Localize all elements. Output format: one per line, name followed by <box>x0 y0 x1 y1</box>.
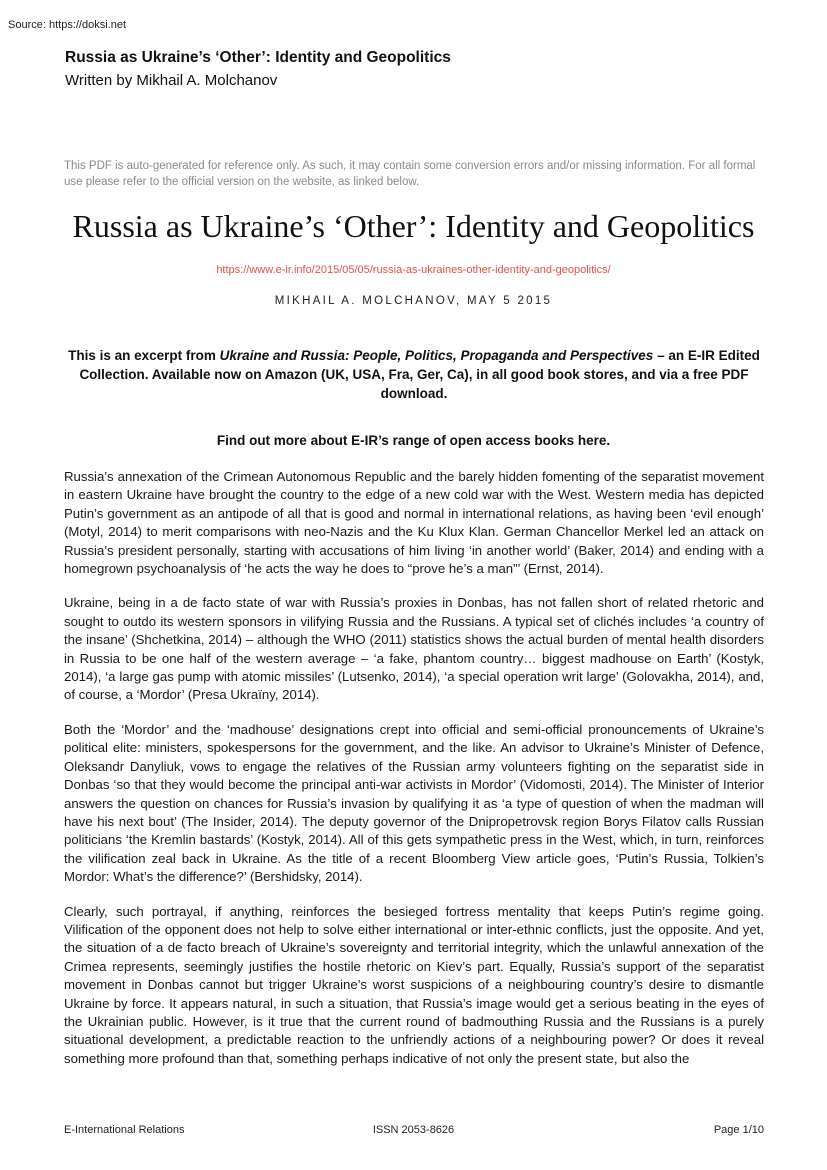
footer-page-number: Page 1/10 <box>713 1124 764 1136</box>
article-title: Russia as Ukraine’s ‘Other’: Identity and Geopolitics <box>72 208 755 244</box>
excerpt-suffix: – an E-IR Edited Collection. Available now on Amazon (UK, USA, Fra, Ger, Ca), in all good book stores, and via a free PDF download. <box>79 348 760 401</box>
article-byline: MIKHAIL A. MOLCHANOV, MAY 5 2015 <box>274 295 553 307</box>
disclaimer: This PDF is auto-generated for reference only. As such, it may contain some conversion errors and/or missing information. For all formal use please refer to the official version on the website, as linked below. <box>64 160 756 188</box>
footer-publisher: E-International Relations <box>64 1124 185 1136</box>
body-paragraph: Russia’s annexation of the Crimean Autonomous Republic and the barely hidden fomenting of the separatist movement in eastern Ukraine have brought the country to the edge of a new cold war with the West. Western media has depicted Putin’s government as an antipode of all that is good and normal in international relations, as having been ‘evil enough’ (Motyl, 2014) to merit comparisons with neo-Nazis and the Ku Klux Klan. German Chancellor Merkel led an attack on Russia’s president personally, starting with accusations of him living ‘in another world’ (Baker, 2014) and ending with a homegrown psychoanalysis of ‘he acts the way he does to “prove he’s a man”’ (Ernst, 2014). <box>64 469 764 577</box>
header-author: Written by Mikhail A. Molchanov <box>65 72 278 89</box>
source-note: Source: https://doksi.net <box>8 19 127 31</box>
body-paragraph: Clearly, such portrayal, if anything, reinforces the besieged fortress mentality that keeps Putin’s regime going. Vilification of the opponent does not help to solve either international or inter-ethnic conflicts, just the opposite. And yet, the situation of a de facto breach of Ukraine’s sovereignty and territorial integrity, which the unlawful annexation of the Crimea represents, seemingly justifies the hostile rhetoric on Kiev’s part. Equally, Russia’s support of the separatist movement in Donbas cannot but trigger Ukraine’s worst suspicions of a neighbouring country’s desire to dismantle Ukraine by force. It appears natural, in such a situation, that Russia’s image would get a serious beating in the eyes of the Ukrainian public. However, is it true that the current round of badmouthing Russia and the Russians is a purely situational development, a predictable reaction to the unfriendly actions of a neighbouring power? Or does it reveal something more profound than that, something perhaps indicative of not only the present state, but also the <box>64 903 764 1066</box>
body-paragraph: Both the ‘Mordor’ and the ‘madhouse’ designations crept into official and semi-official pronouncements of Ukraine’s political elite: ministers, spokespersons for the government, and the like. An advisor to Ukraine’s Minister of Defence, Oleksandr Danyliuk, vows to engage the relatives of the Russian army volunteers fighting on the separatist side in Donbas ‘so that they would become the principal anti-war activists in Mordor’ (Vidomosti, 2014). The Minister of Interior answers the question on chances for Russia’s invasion by qualifying it as ‘a type of question of when the madman will have his next bout’ (The Insider, 2014). The deputy governor of the Dnipropetrovsk region Borys Filatov calls Russian politicians ‘the Kremlin bastards’ (Kostyk, 2014). All of this gets sympathetic press in the West, which, in turn, reinforces the vilification zeal back in Ukraine. As the title of a recent Bloomberg View article goes, ‘Putin’s Russia, Tolkien’s Mordor: What’s the difference?’ (Bershidsky, 2014). <box>64 721 764 885</box>
article-url-link[interactable]: https://www.e-ir.info/2015/05/05/russia-as-ukraines-other-identity-and-geopolitics/ <box>216 264 611 276</box>
body-paragraph: Ukraine, being in a de facto state of war with Russia’s proxies in Donbas, has not fallen short of related rhetoric and sought to outdo its western sponsors in vilifying Russia and the Russians. A typical set of clichés includes ‘a country of the insane’ (Shchetkina, 2014) – although the WHO (2011) statistics shows the actual burden of mental health disorders in Russia to be one half of the western average – ‘a fake, phantom country… biggest madhouse on Earth’ (Kostyk, 2014), ‘a large gas pump with atomic missiles’ (Lutsenko, 2014), ‘a special operation writ large’ (Golovakha, 2014), and, of course, a ‘Mordor’ (Presa Ukraïny, 2014). <box>64 595 764 703</box>
find-out-link[interactable]: Find out more about E-IR’s range of open access books here. <box>216 433 611 448</box>
article-body <box>64 468 764 1084</box>
excerpt-book-title: Ukraine and Russia: People, Politics, Propaganda and Perspectives <box>219 348 654 363</box>
footer-issn: ISSN 2053-8626 <box>372 1124 455 1136</box>
excerpt-prefix: This is an excerpt from <box>68 348 220 363</box>
header-title: Russia as Ukraine’s ‘Other’: Identity and Geopolitics <box>65 49 451 66</box>
excerpt-note <box>64 346 764 403</box>
